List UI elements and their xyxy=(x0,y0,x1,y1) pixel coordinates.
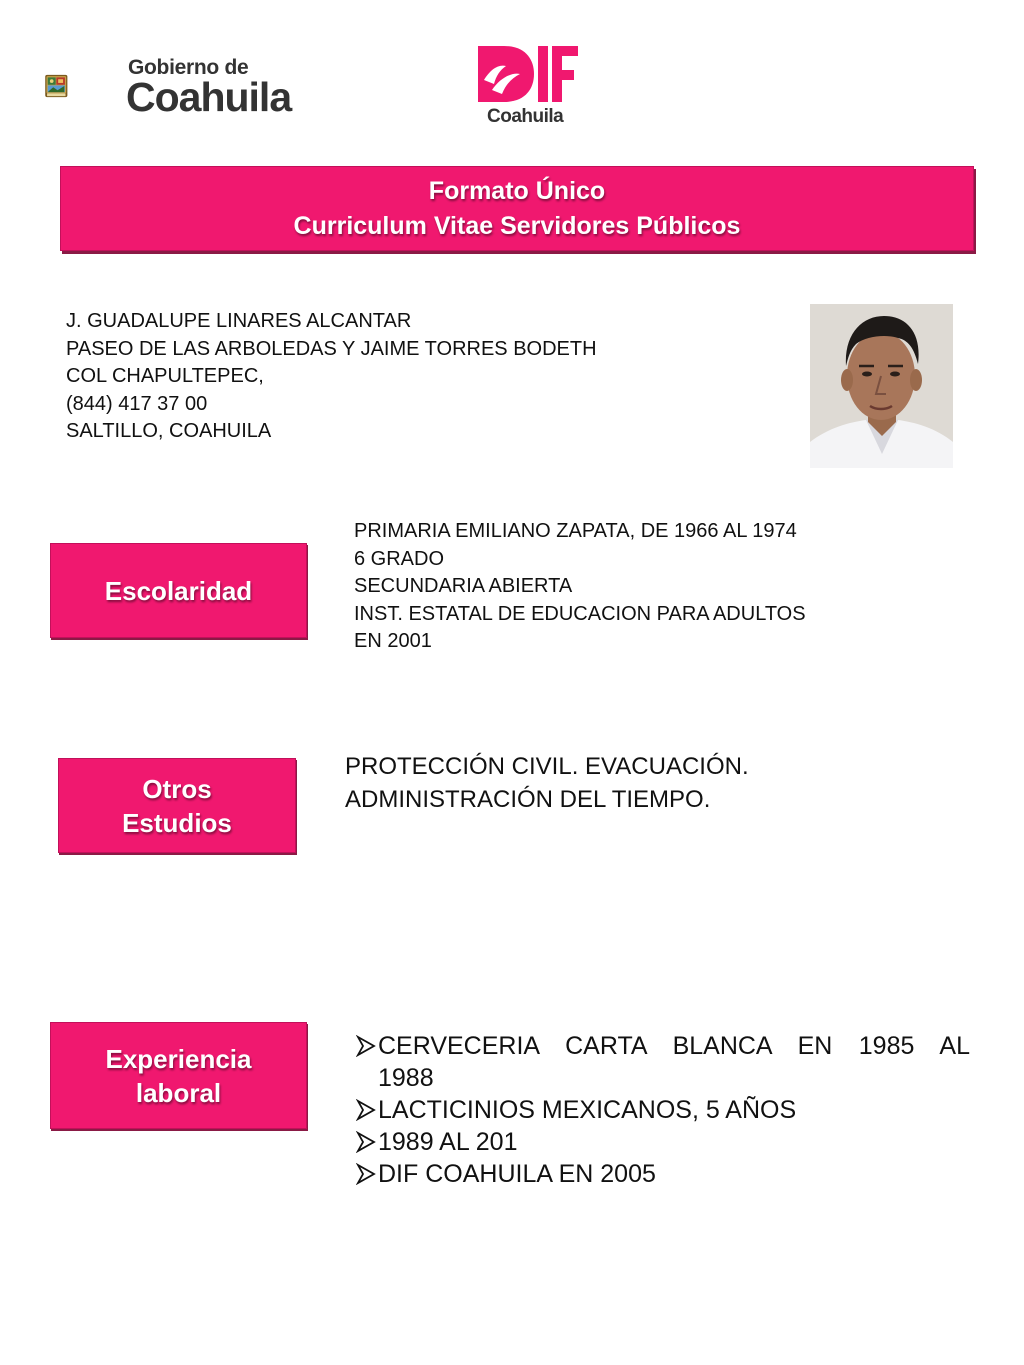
colonia: COL CHAPULTEPEC, xyxy=(66,365,264,387)
banner-title: Formato Único xyxy=(428,176,606,205)
escolaridad-line: INST. ESTATAL DE EDUCACION PARA ADULTOS xyxy=(354,602,806,625)
experiencia-item-2: LACTICINIOS MEXICANOS, 5 AÑOS xyxy=(378,1096,797,1124)
experiencia-item-1-line2: 1988 xyxy=(378,1064,434,1092)
dif-caption: Coahuila xyxy=(487,106,564,127)
gobierno-label: Gobierno de xyxy=(128,56,249,79)
coahuila-coat-of-arms-icon xyxy=(44,46,124,126)
experiencia-list xyxy=(356,1030,970,1190)
city: SALTILLO, COAHUILA xyxy=(66,420,272,442)
escolaridad-line: PRIMARIA EMILIANO ZAPATA, DE 1966 AL 1974 xyxy=(354,520,797,542)
experiencia-item-4: DIF COAHUILA EN 2005 xyxy=(378,1160,656,1188)
escolaridad-line: SECUNDARIA ABIERTA xyxy=(354,575,573,597)
profile-photo xyxy=(810,304,953,468)
arrow-bullet-icon xyxy=(356,1035,376,1057)
title-banner xyxy=(60,166,974,251)
otros-estudios-label-line2: Estudios xyxy=(122,807,232,838)
arrow-bullet-icon xyxy=(356,1163,376,1185)
address: PASEO DE LAS ARBOLEDAS Y JAIME TORRES BODETH xyxy=(66,337,597,360)
escolaridad-line: EN 2001 xyxy=(354,630,432,652)
otros-estudios-line: PROTECCIÓN CIVIL. EVACUACIÓN. xyxy=(345,753,749,780)
list-item xyxy=(356,1094,970,1126)
experiencia-item-3: 1989 AL 201 xyxy=(378,1128,518,1156)
person-name: J. GUADALUPE LINARES ALCANTAR xyxy=(66,310,412,332)
escolaridad-line: 6 GRADO xyxy=(354,547,445,570)
otros-estudios-line: ADMINISTRACIÓN DEL TIEMPO. xyxy=(345,786,711,813)
list-item xyxy=(356,1158,970,1190)
list-item xyxy=(356,1030,970,1094)
arrow-bullet-icon xyxy=(356,1131,376,1153)
banner-subtitle: Curriculum Vitae Servidores Públicos xyxy=(293,211,741,240)
experiencia-label-line2: laboral xyxy=(135,1077,222,1108)
experiencia-label-box xyxy=(50,1022,307,1129)
escolaridad-label: Escolaridad xyxy=(104,575,253,606)
phone: (844) 417 37 00 xyxy=(66,392,208,415)
coahuila-label: Coahuila xyxy=(126,74,292,120)
arrow-bullet-icon xyxy=(356,1099,376,1121)
contact-block xyxy=(66,308,597,446)
escolaridad-content xyxy=(354,518,806,656)
list-item xyxy=(356,1126,970,1158)
experiencia-label-line1: Experiencia xyxy=(105,1043,252,1074)
experiencia-item-1-line1: CERVECERIA CARTA BLANCA EN 1985 AL xyxy=(378,1032,970,1060)
otros-estudios-content xyxy=(345,750,749,816)
otros-estudios-label-line1: Otros xyxy=(142,773,212,804)
escolaridad-label-box xyxy=(50,543,307,638)
otros-estudios-label-box xyxy=(58,758,296,853)
